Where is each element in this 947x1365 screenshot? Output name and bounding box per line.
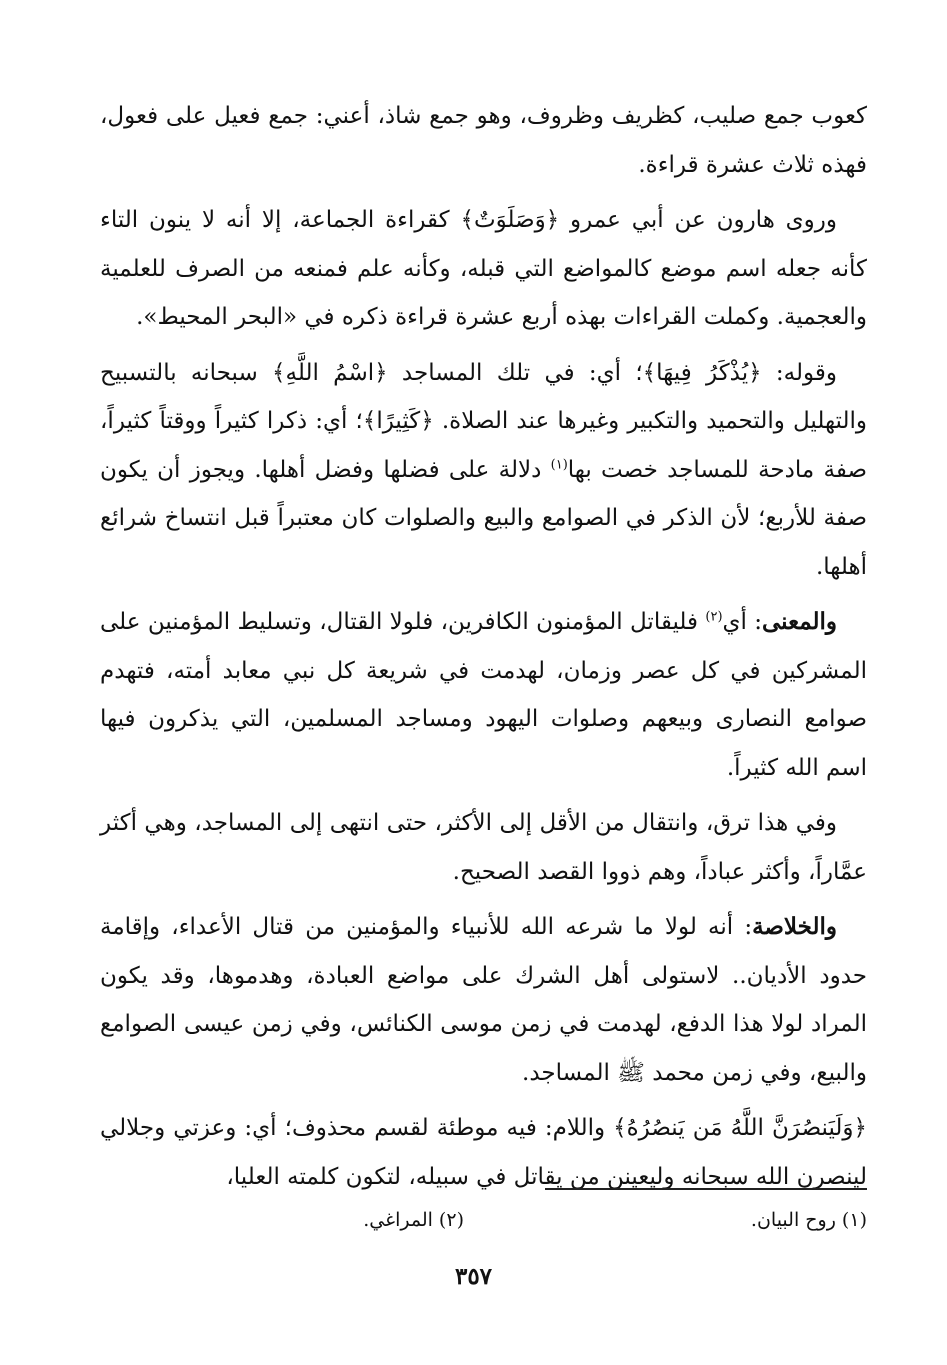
footnote-ref-2: (٢) [705, 609, 723, 625]
footnote-divider [545, 1188, 867, 1190]
paragraph-7 [100, 1104, 867, 1201]
paragraph-7-text: ﴿وَلَيَنصُرَنَّ اللَّهُ مَن يَنصُرُهُ﴾ واللام: فيه موطئة لقسم محذوف؛ أي: وعزتي وجلالي لينصرن الله سبحانه وليعينن من يقاتل في سبيله، لتكون كلمته العليا، [100, 1115, 867, 1190]
footnote-1: (١) روح البيان. [750, 1209, 867, 1231]
paragraph-1 [100, 92, 867, 189]
footnotes [100, 1205, 867, 1235]
page-number: ٣٥٧ [454, 1263, 493, 1290]
paragraph-2 [100, 196, 867, 342]
paragraph-4-text-start: : أي [722, 609, 762, 635]
paragraph-4 [100, 598, 867, 792]
paragraph-4-lead: والمعنى [762, 608, 838, 635]
paragraph-3-text-start: وقوله: ﴿يُذْكَرُ فِيهَا﴾؛ أي: في تلك المساجد ﴿اسْمُ اللَّهِ﴾ سبحانه بالتسبيح والتهليل والتحميد والتكبير وغيرها عند الصلاة. ﴿كَثِيرًا﴾؛ أي: ذكرا كثيراً ووقتاً كثيراً، صفة مادحة للمساجد خصت بها [100, 359, 867, 483]
paragraph-3 [100, 349, 867, 592]
paragraph-1-text: كعوب جمع صليب، كظريف وظروف، وهو جمع شاذ، أعني: جمع فعيل على فعول، فهذه ثلاث عشرة قراءة. [100, 103, 867, 178]
paragraph-5 [100, 799, 867, 896]
footnote-ref-1: (١) [550, 456, 568, 472]
paragraph-3-text-end: دلالة على فضلها وفضل أهلها. ويجوز أن يكون صفة للأربع؛ لأن الذكر في الصوامع والبيع والصلوات كان معتبراً قبل انتساخ شرائع أهلها. [100, 456, 867, 580]
paragraph-2-text: وروى هارون عن أبي عمرو ﴿وَصَلَوَتٌ﴾ كقراءة الجماعة، إلا أنه لا ينون التاء كأنه جعله اسم موضع كالمواضع التي قبله، وكأنه علم فمنعه من الصرف للعلمية والعجمية. وكملت القراءات بهذه أربع عشرة قراءة ذكره في «البحر المحيط». [100, 207, 867, 330]
page-body [100, 92, 867, 1208]
footnote-2: (٢) المراغي. [363, 1209, 464, 1231]
paragraph-4-text-end: فليقاتل المؤمنون الكافرين، فلولا القتال، وتسليط المؤمنين على المشركين في كل عصر وزمان، لهدمت في شريعة كل نبي معابد أمته، فتهدم صوامع النصارى وبيعهم وصلوات اليهود ومساجد المسلمين، التي يذكرون فيها اسم الله كثيراً. [100, 609, 867, 781]
paragraph-5-text: وفي هذا ترق، وانتقال من الأقل إلى الأكثر، حتى انتهى إلى المساجد، وهي أكثر عمَّاراً، وأكثر عباداً، وهم ذووا القصد الصحيح. [100, 810, 867, 885]
paragraph-6-lead: والخلاصة [752, 913, 837, 940]
paragraph-6-text: : أنه لولا ما شرعه الله للأنبياء والمؤمنين من قتال الأعداء، وإقامة حدود الأديان.. لاستولى أهل الشرك على مواضع العبادة، وهدموها، وقد يكون المراد لولا هذا الدفع، لهدمت في زمن موسى الكنائس، وفي زمن عيسى الصوامع والبيع، وفي زمن محمد ﷺ المساجد. [100, 914, 867, 1086]
paragraph-6 [100, 903, 867, 1097]
